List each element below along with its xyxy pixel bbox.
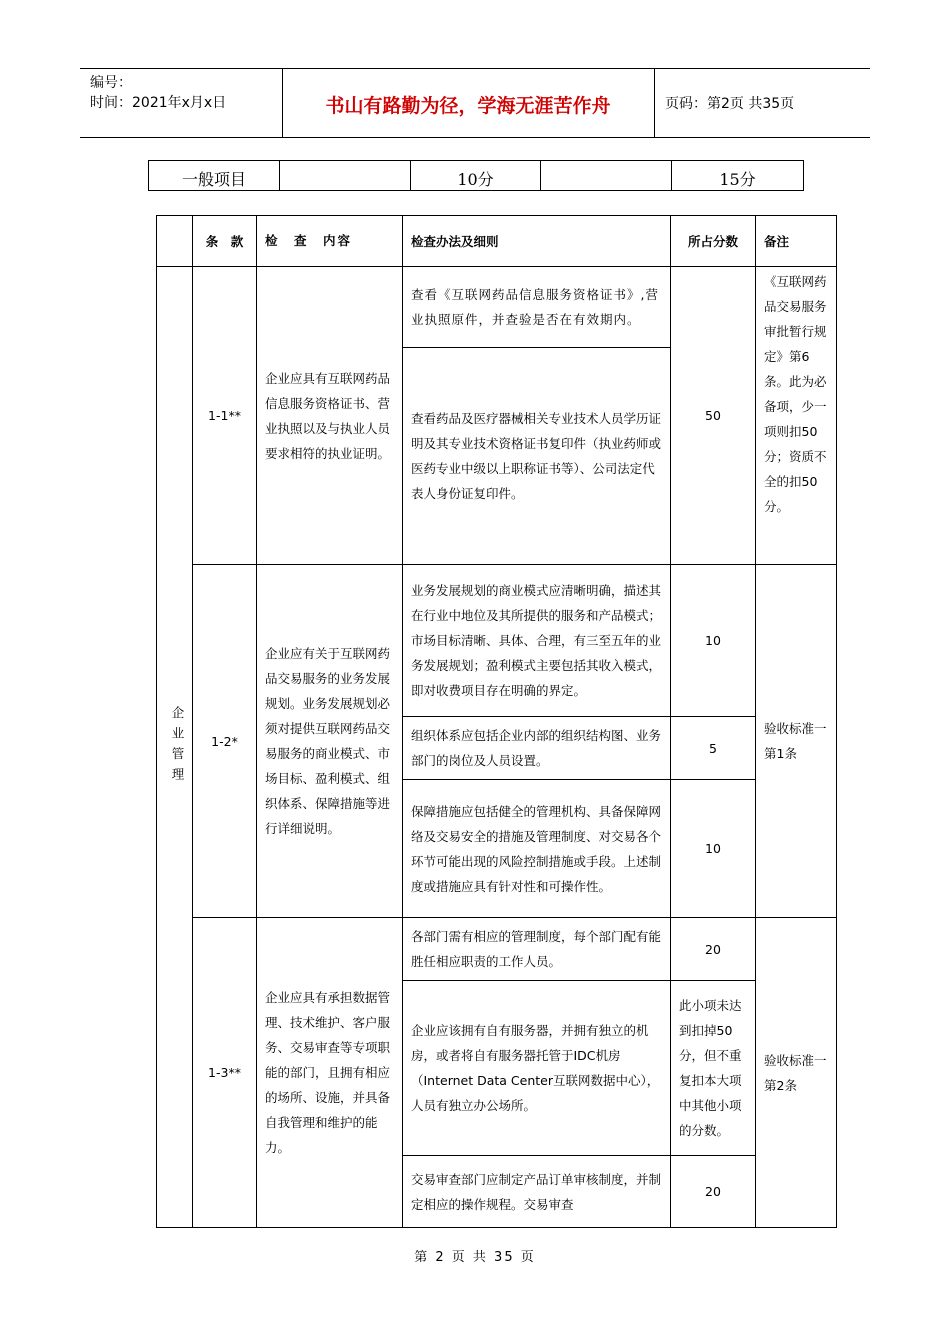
method-cell: 各部门需有相应的管理制度，每个部门配有能胜任相应职责的工作人员。 <box>403 918 671 981</box>
header-divider <box>654 69 655 137</box>
summary-label: 一般项目 <box>149 161 280 191</box>
category-cell <box>157 267 193 1228</box>
header-content: 检 查 内容 <box>257 216 403 267</box>
summary-empty-cell <box>541 161 672 191</box>
clause-cell: 1-1** <box>193 267 257 565</box>
points-cell: 20 <box>671 918 756 981</box>
table-row <box>157 918 837 981</box>
header-meta <box>90 73 226 113</box>
score-summary-row <box>149 161 804 191</box>
header-points: 所占分数 <box>671 216 756 267</box>
remark-cell: 《互联网药品交易服务审批暂行规定》第6条。此为必备项，少一项则扣50分；资质不全的扣50分。 <box>756 267 837 565</box>
points-cell: 10 <box>671 565 756 717</box>
content-cell: 企业应具有承担数据管理、技术维护、客户服务、交易审查等专项职能的部门，且拥有相应的场所、设施，并具备自我管理和维护的能力。 <box>257 918 403 1228</box>
table-row <box>157 565 837 717</box>
method-cell: 企业应该拥有自有服务器，并拥有独立的机房，或者将自有服务器托管于IDC机房（Internet Data Center互联网数据中心），人员有独立办公场所。 <box>403 981 671 1156</box>
category-label: 企业管理 <box>170 706 185 788</box>
method-cell: 交易审查部门应制定产品订单审核制度，并制定相应的操作规程。交易审查 <box>403 1156 671 1228</box>
header-category-cell <box>157 216 193 267</box>
method-cell: 业务发展规划的商业模式应清晰明确，描述其在行业中地位及其所提供的服务和产品模式；市场目标清晰、具体、合理，有三至五年的业务发展规划；盈利模式主要包括其收入模式，即对收费项目存在明确的界定。 <box>403 565 671 717</box>
method-cell: 组织体系应包括企业内部的组织结构图、业务部门的岗位及人员设置。 <box>403 717 671 780</box>
document-number: 编号： <box>90 75 132 91</box>
header-clause: 条 款 <box>193 216 257 267</box>
header-page-number: 页码：第2页 共35页 <box>665 96 795 112</box>
score-summary-table <box>148 160 804 191</box>
table-row <box>157 267 837 348</box>
method-cell: 查看《互联网药品信息服务资格证书》,营业执照原件，并查验是否在有效期内。 <box>403 267 671 348</box>
table-header-row <box>157 216 837 267</box>
header-remarks: 备注 <box>756 216 837 267</box>
points-cell: 10 <box>671 780 756 918</box>
points-cell: 50 <box>671 267 756 565</box>
points-cell: 5 <box>671 717 756 780</box>
clause-cell: 1-2* <box>193 565 257 918</box>
summary-score-b: 15分 <box>672 161 804 191</box>
header-method: 检查办法及细则 <box>403 216 671 267</box>
summary-score-a: 10分 <box>411 161 541 191</box>
page-footer: 第 2 页 共 35 页 <box>414 1250 536 1265</box>
document-date: 时间：2021年x月x日 <box>90 95 227 111</box>
remark-cell: 验收标准一第1条 <box>756 565 837 918</box>
method-cell: 保障措施应包括健全的管理机构、具备保障网络及交易安全的措施及管理制度、对交易各个环节可能出现的风险控制措施或手段。上述制度或措施应具有针对性和可操作性。 <box>403 780 671 918</box>
page-header <box>80 68 870 138</box>
content-cell: 企业应有关于互联网药品交易服务的业务发展规划。业务发展规划必须对提供互联网药品交易服务的商业模式、市场目标、盈利模式、组织体系、保障措施等进行详细说明。 <box>257 565 403 918</box>
points-note-cell: 此小项未达到扣掉50分，但不重复扣本大项中其他小项的分数。 <box>671 981 756 1156</box>
content-cell: 企业应具有互联网药品信息服务资格证书、营业执照以及与执业人员要求相符的执业证明。 <box>257 267 403 565</box>
points-cell: 20 <box>671 1156 756 1228</box>
method-cell: 查看药品及医疗器械相关专业技术人员学历证明及其专业技术资格证书复印件（执业药师或医药专业中级以上职称证书等）、公司法定代表人身份证复印件。 <box>403 348 671 565</box>
header-motto: 书山有路勤为径，学海无涯苦作舟 <box>325 95 611 117</box>
remark-cell: 验收标准一第2条 <box>756 918 837 1228</box>
inspection-table <box>156 215 837 1228</box>
clause-cell: 1-3** <box>193 918 257 1228</box>
summary-empty-cell <box>280 161 411 191</box>
